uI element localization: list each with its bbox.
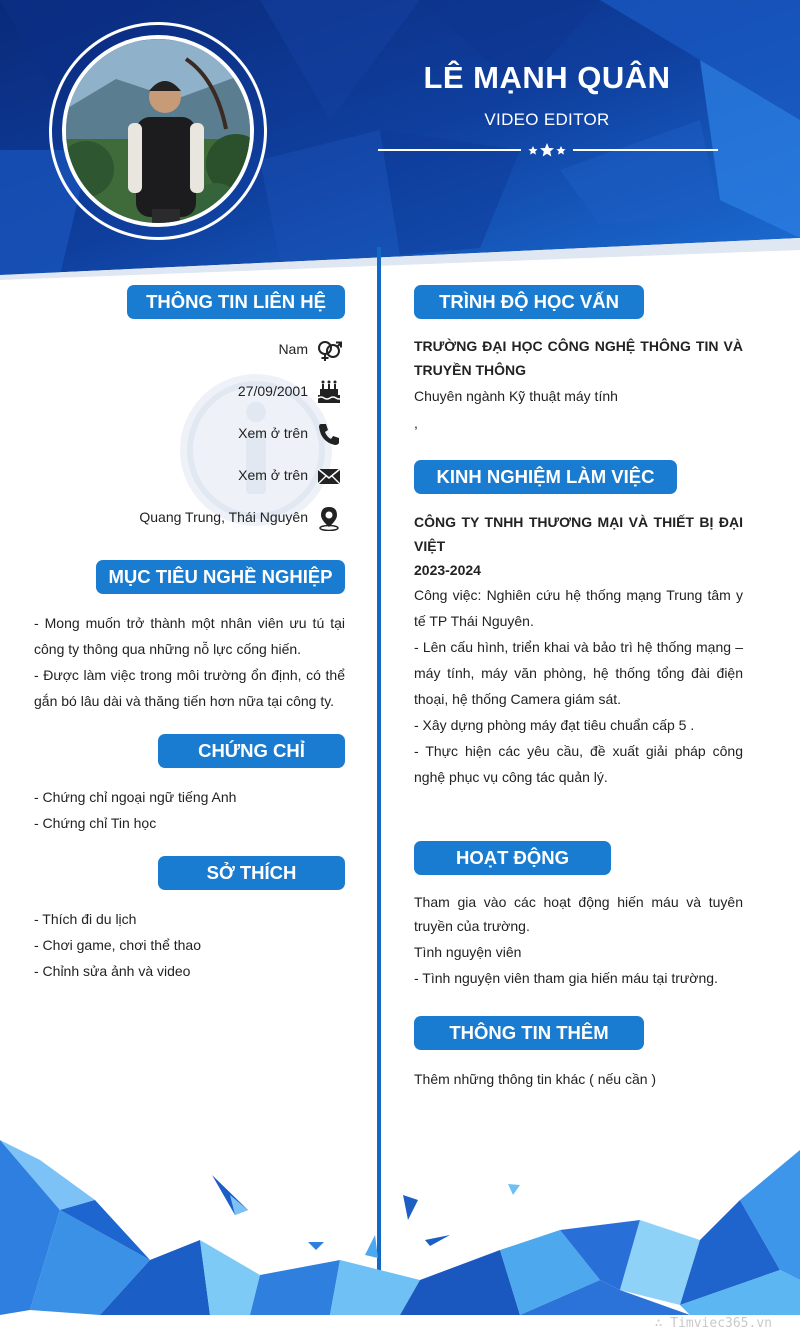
gender-icon xyxy=(316,337,342,363)
objective-line-1: - Mong muốn trở thành một nhân viên ưu tú tại công ty thông qua những nỗ lực cống hiến. xyxy=(34,615,345,657)
section-extra-header: THÔNG TIN THÊM xyxy=(414,1016,644,1050)
contact-gender: Nam xyxy=(278,341,308,357)
section-activities-header: HOẠT ĐỘNG xyxy=(414,841,611,875)
avatar xyxy=(62,35,254,227)
experience-company: CÔNG TY TNHH THƯƠNG MẠI VÀ THIẾT BỊ ĐẠI VIỆT xyxy=(414,514,743,554)
experience-task-3: - Thực hiện các yêu cầu, đề xuất giải pháp công nghệ phục vụ công tác quản lý. xyxy=(414,743,743,785)
education-major: Chuyên ngành Kỹ thuật máy tính xyxy=(414,388,618,404)
extra-line-1: Thêm những thông tin khác ( nếu cần ) xyxy=(414,1071,657,1087)
experience-period: 2023-2024 xyxy=(414,562,481,578)
certificate-item-2: - Chứng chỉ Tin học xyxy=(34,815,157,831)
activities-line-3: - Tình nguyện viên tham gia hiến máu tại trường. xyxy=(414,970,718,986)
star-divider xyxy=(378,141,718,159)
section-certificates-header: CHỨNG CHỈ xyxy=(158,734,345,768)
experience-job: Công việc: Nghiên cứu hệ thống mạng Trung tâm y tế TP Thái Nguyên. xyxy=(414,587,743,629)
contact-phone: Xem ở trên xyxy=(238,425,308,441)
activities-line-1: Tham gia vào các hoạt động hiến máu và tuyên truyền của trường. xyxy=(414,894,743,934)
section-contact-header: THÔNG TIN LIÊN HỆ xyxy=(127,285,345,319)
section-education-header: TRÌNH ĐỘ HỌC VẤN xyxy=(414,285,644,319)
avatar-photo xyxy=(66,39,254,227)
email-envelope-icon xyxy=(316,463,342,489)
activities-line-2: Tình nguyện viên xyxy=(414,944,522,960)
objective-line-2: - Được làm việc trong môi trường ổn định, có thể gắn bó lâu dài và thăng tiến hơn nữa tại công ty. xyxy=(34,667,345,709)
education-school: TRƯỜNG ĐẠI HỌC CÔNG NGHỆ THÔNG TIN VÀ TRUYỀN THÔNG xyxy=(414,338,743,378)
education-note: , xyxy=(414,415,418,431)
footer-background xyxy=(0,1140,800,1340)
section-experience-header: KINH NGHIỆM LÀM VIỆC xyxy=(414,460,677,494)
phone-icon xyxy=(316,421,342,447)
star-icon xyxy=(556,146,565,155)
contact-birthday: 27/09/2001 xyxy=(237,383,308,399)
hobby-item-2: - Chơi game, chơi thể thao xyxy=(34,937,201,953)
star-icon xyxy=(528,146,537,155)
experience-task-1: - Lên cấu hình, triển khai và bảo trì hệ thống mạng – máy tính, máy văn phòng, hệ thống tổng đài điện thoại, hệ thống Camera giám sát. xyxy=(414,639,743,707)
candidate-name: LÊ MẠNH QUÂN xyxy=(423,60,671,95)
candidate-role: VIDEO EDITOR xyxy=(484,110,610,129)
contact-address: Quang Trung, Thái Nguyên xyxy=(139,509,308,525)
column-divider xyxy=(377,247,381,1273)
hobby-item-3: - Chỉnh sửa ảnh và video xyxy=(34,963,191,979)
section-objective-header: MỤC TIÊU NGHỀ NGHIỆP xyxy=(96,560,345,594)
location-pin-icon xyxy=(316,505,342,531)
certificate-item-1: - Chứng chỉ ngoại ngữ tiếng Anh xyxy=(34,789,237,805)
footer-credit: ∴ Timviec365.vn xyxy=(654,1316,772,1331)
section-hobbies-header: SỞ THÍCH xyxy=(158,856,345,890)
experience-task-2: - Xây dựng phòng máy đạt tiêu chuẩn cấp 5 . xyxy=(414,717,695,733)
star-icon xyxy=(540,143,554,157)
contact-email: Xem ở trên xyxy=(238,467,308,483)
birthday-cake-icon xyxy=(316,379,342,405)
hobby-item-1: - Thích đi du lịch xyxy=(34,911,137,927)
